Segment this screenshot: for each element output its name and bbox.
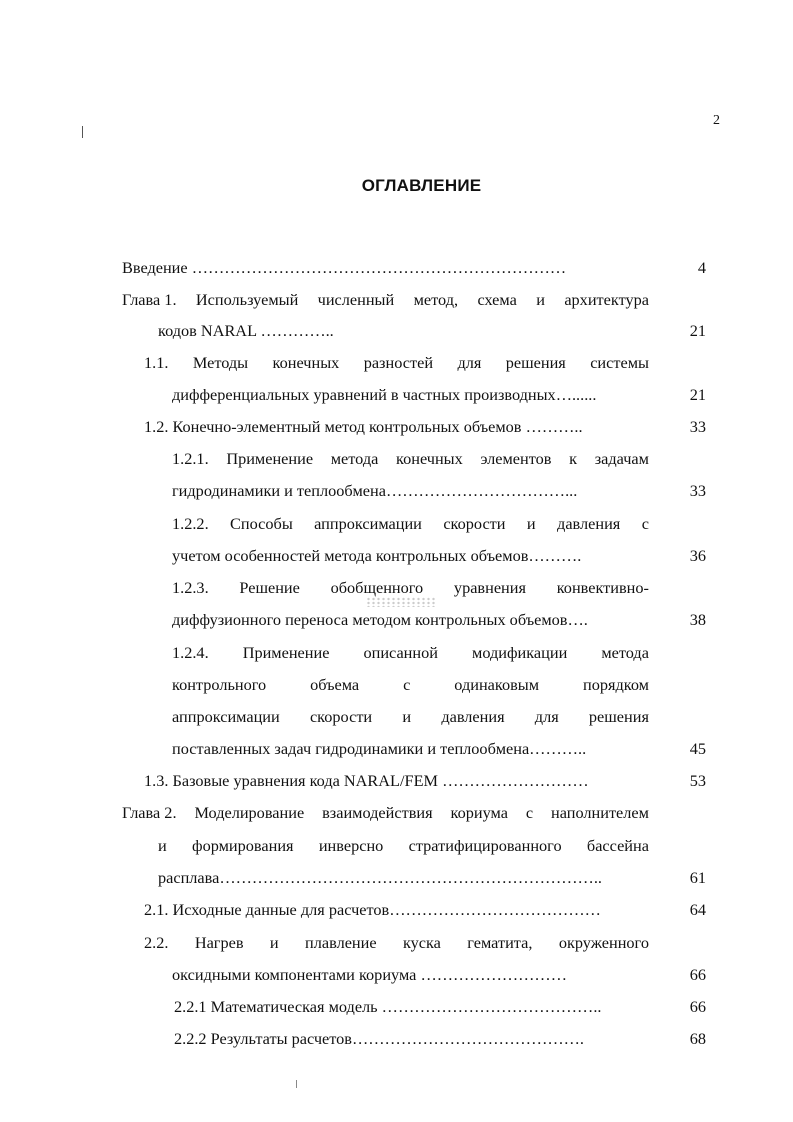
toc-page-intro: 4 xyxy=(697,258,706,277)
toc-entry-1-2-1-line2: гидродинамики и теплообмена……………………………... xyxy=(172,481,578,500)
toc-page-1-1: 21 xyxy=(689,385,706,404)
toc-page-2-2-2: 68 xyxy=(689,1029,706,1048)
toc-entry-ch2-line1: Глава 2. Моделирование взаимодействия кориума с наполнителем xyxy=(122,803,649,822)
toc-entry-ch2-line2: и формирования инверсно стратифицированного бассейна xyxy=(158,836,649,855)
toc-page-2-2-1: 66 xyxy=(689,997,706,1016)
toc-page-1-2-4: 45 xyxy=(689,739,706,758)
toc-entry-1-2-3-line1: 1.2.3. Решение обобщенного уравнения конвективно- xyxy=(172,578,649,597)
toc-entry-1-1-line2: дифференциальных уравнений в частных производных…...... xyxy=(172,385,597,404)
toc-page-1-2-3: 38 xyxy=(689,610,706,629)
toc-entry-1-2-4-line3: аппроксимации скорости и давления для решения xyxy=(172,707,649,726)
toc-page-2-1: 64 xyxy=(689,900,706,919)
scan-noise xyxy=(366,597,436,607)
toc-entry-ch2-line3: расплава…………………………………………………………….. xyxy=(158,868,602,887)
page-number: 2 xyxy=(713,113,720,128)
toc-entry-1-2-2-line1: 1.2.2. Способы аппроксимации скорости и давления с xyxy=(172,514,649,533)
toc-entry-1-2-2-line2: учетом особенностей метода контрольных объемов………. xyxy=(172,546,582,565)
toc-entry-2-2-2: 2.2.2 Результаты расчетов……………………………………. xyxy=(174,1029,585,1048)
page-title: ОГЛАВЛЕНИЕ xyxy=(361,176,482,195)
toc-entry-ch1-line2: кодов NARAL ………….. xyxy=(158,321,334,340)
toc-entry-1-2-4-line1: 1.2.4. Применение описанной модификации метода xyxy=(172,643,649,662)
toc-entry-1-2-1-line1: 1.2.1. Применение метода конечных элементов к задачам xyxy=(172,449,649,468)
toc-page-2-2: 66 xyxy=(689,965,706,984)
toc-entry-1-2-3-line2: диффузионного переноса методом контрольных объемов…. xyxy=(172,610,588,629)
toc-entry-ch1-line1: Глава 1. Используемый численный метод, схема и архитектура xyxy=(122,290,649,309)
toc-entry-intro: Введение …………………………………………………………… xyxy=(122,258,567,277)
toc-entry-1-1-line1: 1.1. Методы конечных разностей для решения системы xyxy=(144,353,649,372)
toc-page-ch1: 21 xyxy=(689,321,706,340)
toc-page-1-2-1: 33 xyxy=(689,481,706,500)
toc-entry-2-2-line1: 2.2. Нагрев и плавление куска гематита, окруженного xyxy=(144,933,649,952)
scan-edge-mark-bottom xyxy=(296,1080,297,1088)
toc-entry-2-2-line2: оксидными компонентами кориума ……………………… xyxy=(172,965,567,984)
toc-page-ch2: 61 xyxy=(689,868,706,887)
toc-entry-1-2-4-line2: контрольного объема с одинаковым порядком xyxy=(172,675,649,694)
toc-page-1-2-2: 36 xyxy=(689,546,706,565)
toc-entry-2-2-1: 2.2.1 Математическая модель ………………………………….. xyxy=(174,997,602,1016)
toc-entry-2-1: 2.1. Исходные данные для расчетов………………………………… xyxy=(144,900,601,919)
scan-edge-mark xyxy=(82,126,83,138)
toc-entry-1-3: 1.3. Базовые уравнения кода NARAL/FEM ……………………… xyxy=(144,771,589,790)
toc-page-1-3: 53 xyxy=(689,771,706,790)
toc-page-1-2: 33 xyxy=(689,417,706,436)
toc-entry-1-2: 1.2. Конечно-элементный метод контрольных объемов ……….. xyxy=(144,417,583,436)
toc-entry-1-2-4-line4: поставленных задач гидродинамики и теплообмена……….. xyxy=(172,739,587,758)
